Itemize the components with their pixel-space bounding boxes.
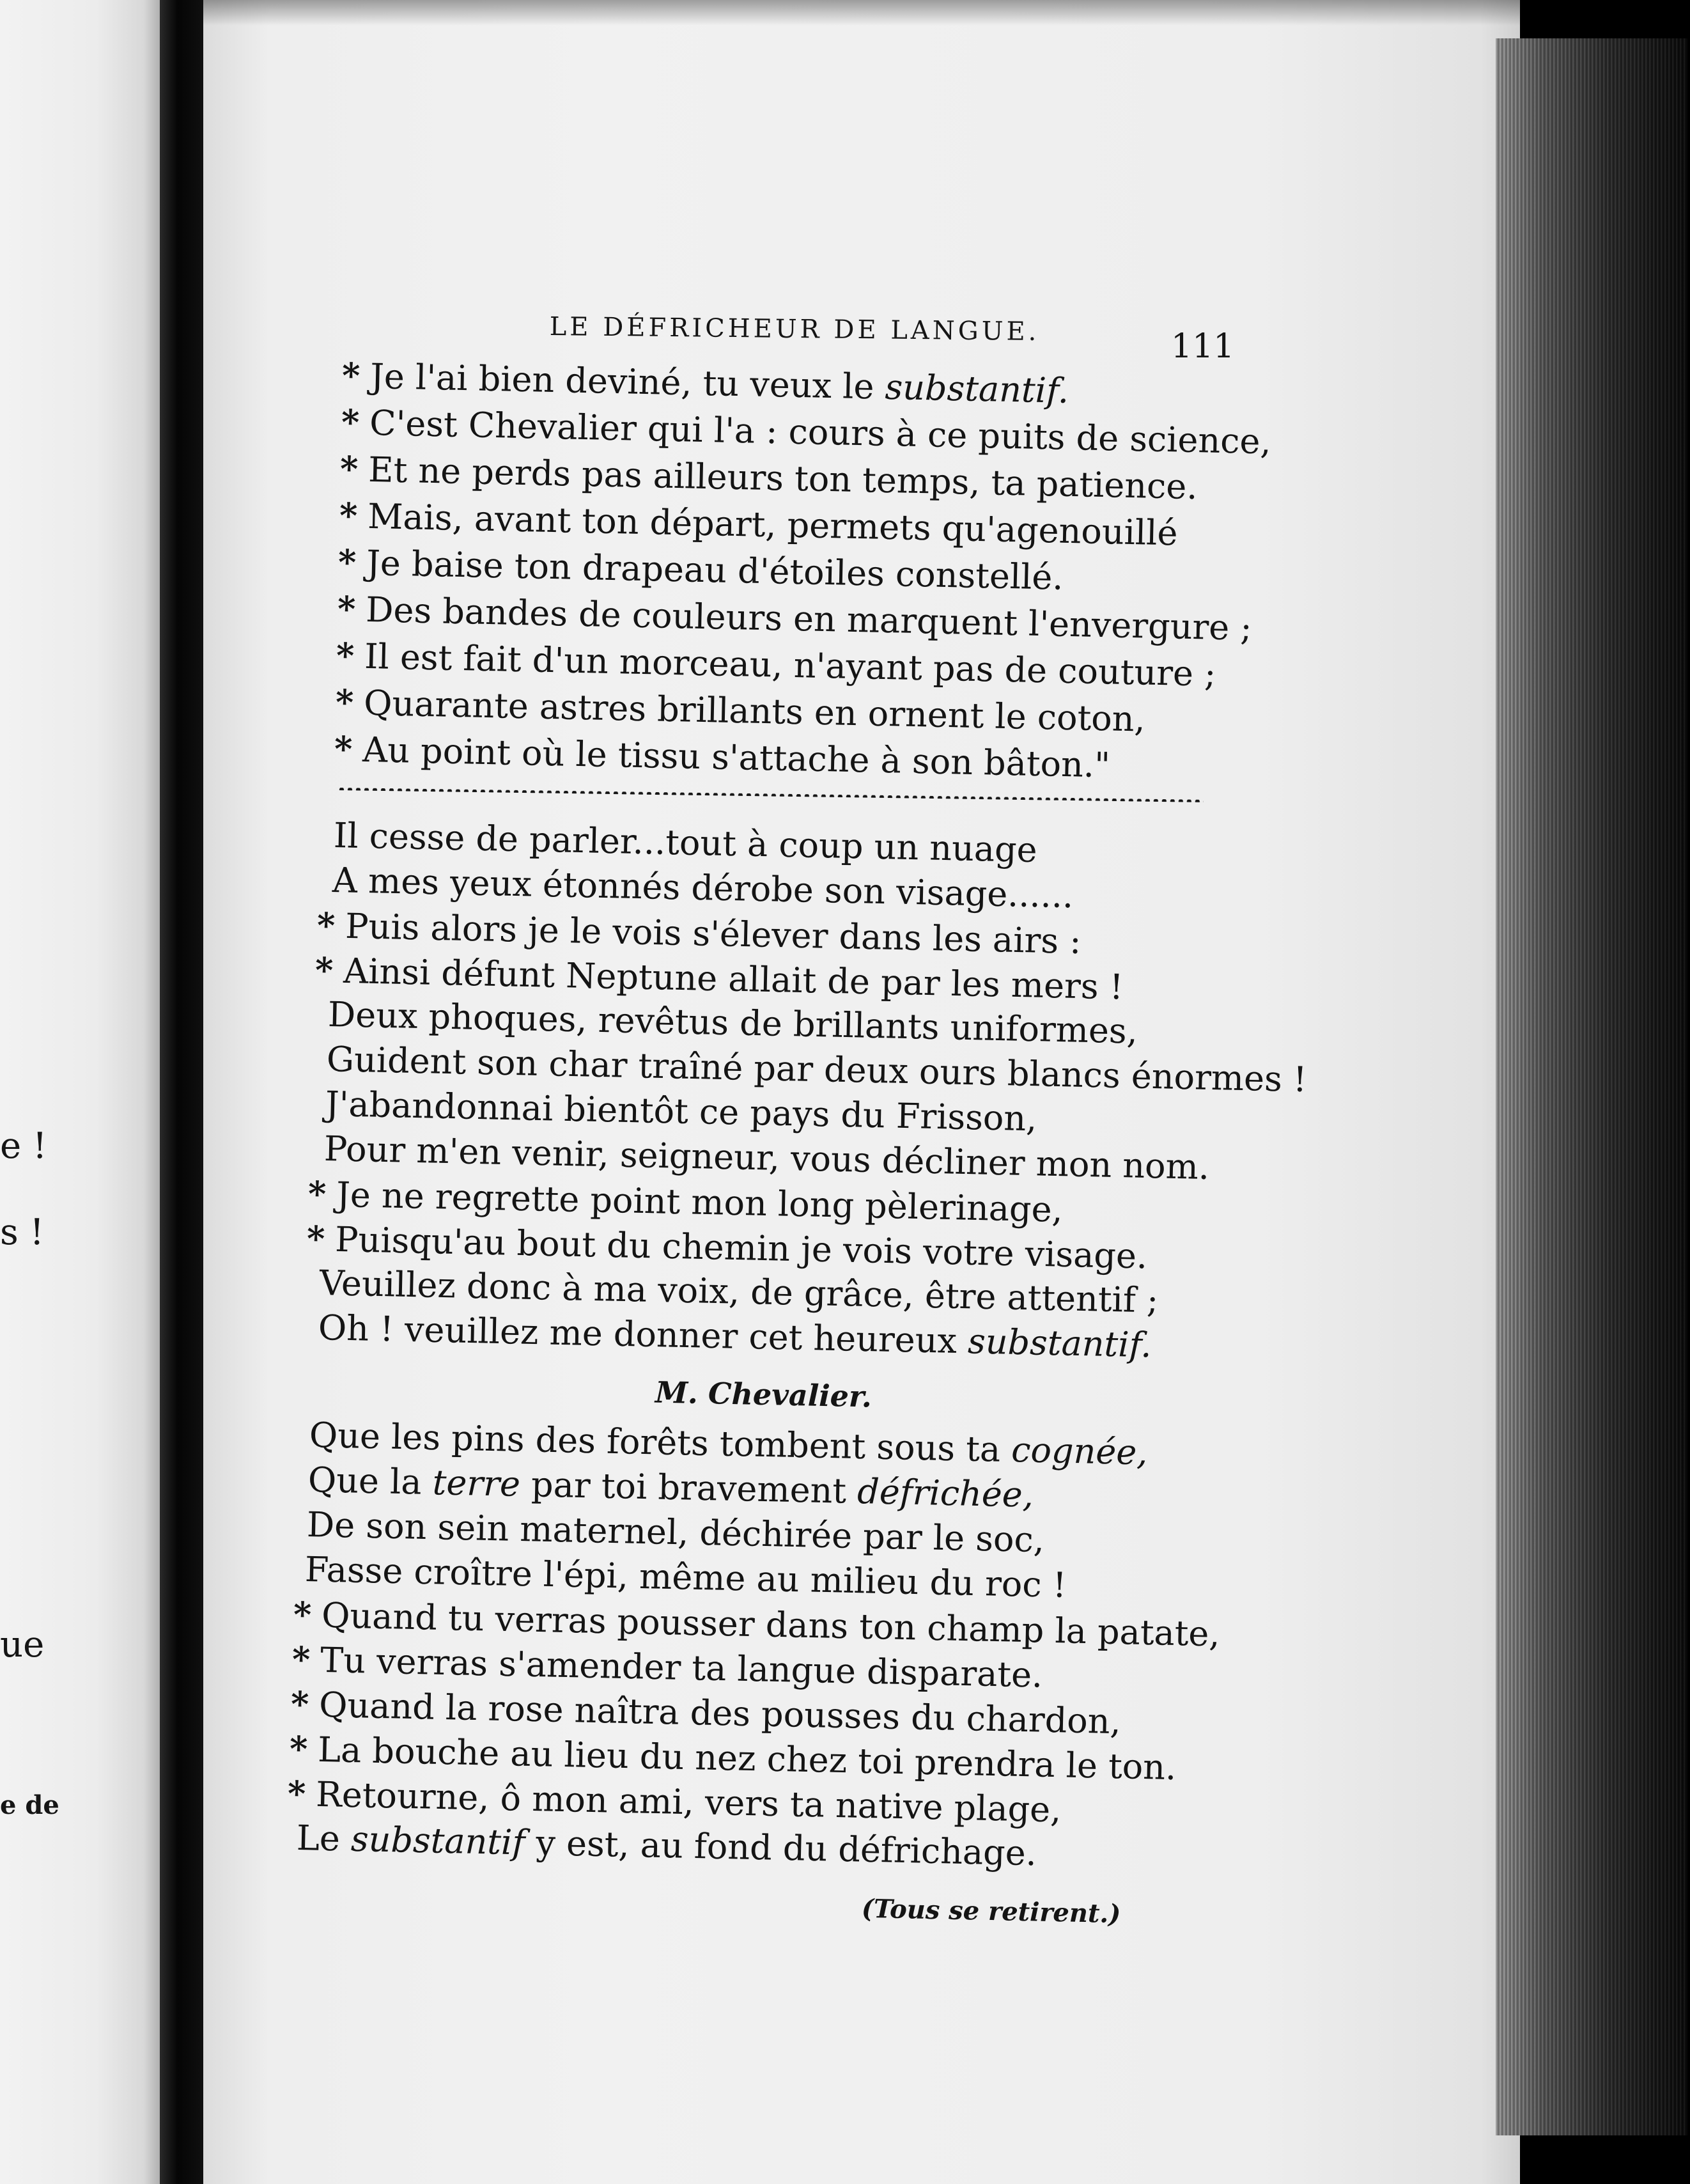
asterisk-marker: * <box>287 1773 307 1814</box>
verse-text: Ainsi défunt Neptune allait de par les mers ! <box>343 950 1124 1008</box>
verse-text: Puis alors je le vois s'élever dans les airs : <box>345 905 1081 962</box>
asterisk-marker: * <box>336 588 356 630</box>
asterisk-marker: * <box>336 635 355 676</box>
verse-italic-text: substantif. <box>967 1321 1152 1366</box>
asterisk-marker: * <box>334 682 354 723</box>
verse-text: Fasse croître l'épi, même au milieu du roc ! <box>304 1549 1067 1605</box>
verse-text: Il est fait d'un morceau, n'ayant pas de couture ; <box>364 636 1217 694</box>
asterisk-marker: * <box>307 1173 327 1215</box>
verse-text: Pour m'en venir, seigneur, vous décliner mon nom. <box>323 1128 1210 1188</box>
verse-text: Il cesse de parler...tout à coup un nuage <box>333 815 1038 871</box>
verse-italic-text: substantif <box>350 1818 526 1863</box>
asterisk-marker: * <box>341 355 360 396</box>
verse-text: Quarante astres brillants en ornent le coton, <box>363 682 1145 740</box>
verse-text: Guident son char traîné par deux ours blancs énormes ! <box>326 1039 1308 1100</box>
left-facing-page <box>0 0 160 2184</box>
verse-text: Quand la rose naîtra des pousses du chardon, <box>318 1684 1122 1742</box>
verse-italic-text: défrichée, <box>857 1471 1034 1515</box>
asterisk-marker: * <box>338 495 358 536</box>
verse-text: La bouche au lieu du nez chez toi prendra le ton. <box>317 1729 1177 1788</box>
verse-text: Je baise ton drapeau d'étoiles constellé. <box>366 542 1064 598</box>
verse-text: C'est Chevalier qui l'a : cours à ce puits de science, <box>369 402 1271 462</box>
asterisk-marker: * <box>288 1728 308 1770</box>
verse-text: Quand tu verras pousser dans ton champ la patate, <box>321 1595 1221 1655</box>
asterisk-marker: * <box>334 728 353 770</box>
verse-text: Que la <box>307 1460 433 1503</box>
left-page-fragment: s ! <box>0 1212 45 1253</box>
verse-text: Deux phoques, revêtus de brillants uniformes, <box>327 994 1138 1052</box>
verse-text: par toi bravement <box>520 1463 858 1511</box>
asterisk-marker: * <box>340 402 360 443</box>
book-gutter <box>160 0 205 2184</box>
verse-italic-text: cognée, <box>1011 1430 1149 1473</box>
asterisk-marker: * <box>306 1218 326 1260</box>
verse-text: Puisqu'au bout du chemin je vois votre visage. <box>334 1219 1148 1277</box>
verse-text: De son sein maternel, déchirée par le soc, <box>306 1504 1045 1561</box>
verse-text: Mais, avant ton départ, permets qu'agenouillé <box>367 495 1178 554</box>
left-page-fragment: ue <box>0 1624 45 1665</box>
verse-text: Au point où le tissu s'attache à son bâton." <box>362 729 1111 786</box>
page-top-shadow <box>203 0 1520 26</box>
verse-italic-text: substantif. <box>884 366 1069 411</box>
verse-text: Et ne perds pas ailleurs ton temps, ta patience. <box>368 449 1198 508</box>
verse-text: Retourne, ô mon ami, vers ta native plage, <box>315 1774 1062 1830</box>
left-page-fragment: e ! <box>0 1125 47 1167</box>
stage-direction: (Tous se retirent.) <box>861 1893 1121 1930</box>
verse-text: Que les pins des forêts tombent sous ta <box>309 1415 1012 1470</box>
asterisk-marker: * <box>316 905 336 946</box>
asterisk-marker: * <box>290 1683 309 1725</box>
verse-text: Je l'ai bien deviné, tu veux le <box>369 355 886 407</box>
asterisk-marker: * <box>339 448 359 490</box>
asterisk-marker: * <box>293 1594 313 1635</box>
verse-text: A mes yeux étonnés dérobe son visage...... <box>332 860 1074 916</box>
verse-text: Veuillez donc à ma voix, de grâce, être attentif ; <box>319 1263 1159 1321</box>
page-number: 111 <box>1171 327 1235 366</box>
verse-text: J'abandonnai bientôt ce pays du Frisson, <box>325 1084 1037 1139</box>
speaker-name: M. Chevalier. <box>655 1375 872 1414</box>
asterisk-marker: * <box>337 542 357 583</box>
verse-text: Je ne regrette point mon long pèlerinage, <box>336 1174 1064 1230</box>
verse-text: Tu verras s'amender ta langue disparate. <box>320 1639 1043 1696</box>
left-page-fragment: e de <box>0 1790 59 1820</box>
asterisk-marker: * <box>314 949 334 991</box>
asterisk-marker: * <box>291 1639 311 1680</box>
page-block-edges <box>1496 38 1687 2135</box>
verse-text: y est, au fond du défrichage. <box>524 1822 1037 1874</box>
verse-text: Le <box>296 1818 352 1859</box>
verse-text: Oh ! veuillez me donner cet heureux <box>318 1307 968 1362</box>
verse-text: Des bandes de couleurs en marquent l'envergure ; <box>365 589 1252 648</box>
running-head: LE DÉFRICHEUR DE LANGUE. <box>549 312 1040 347</box>
verse-italic-text: terre <box>431 1462 521 1504</box>
